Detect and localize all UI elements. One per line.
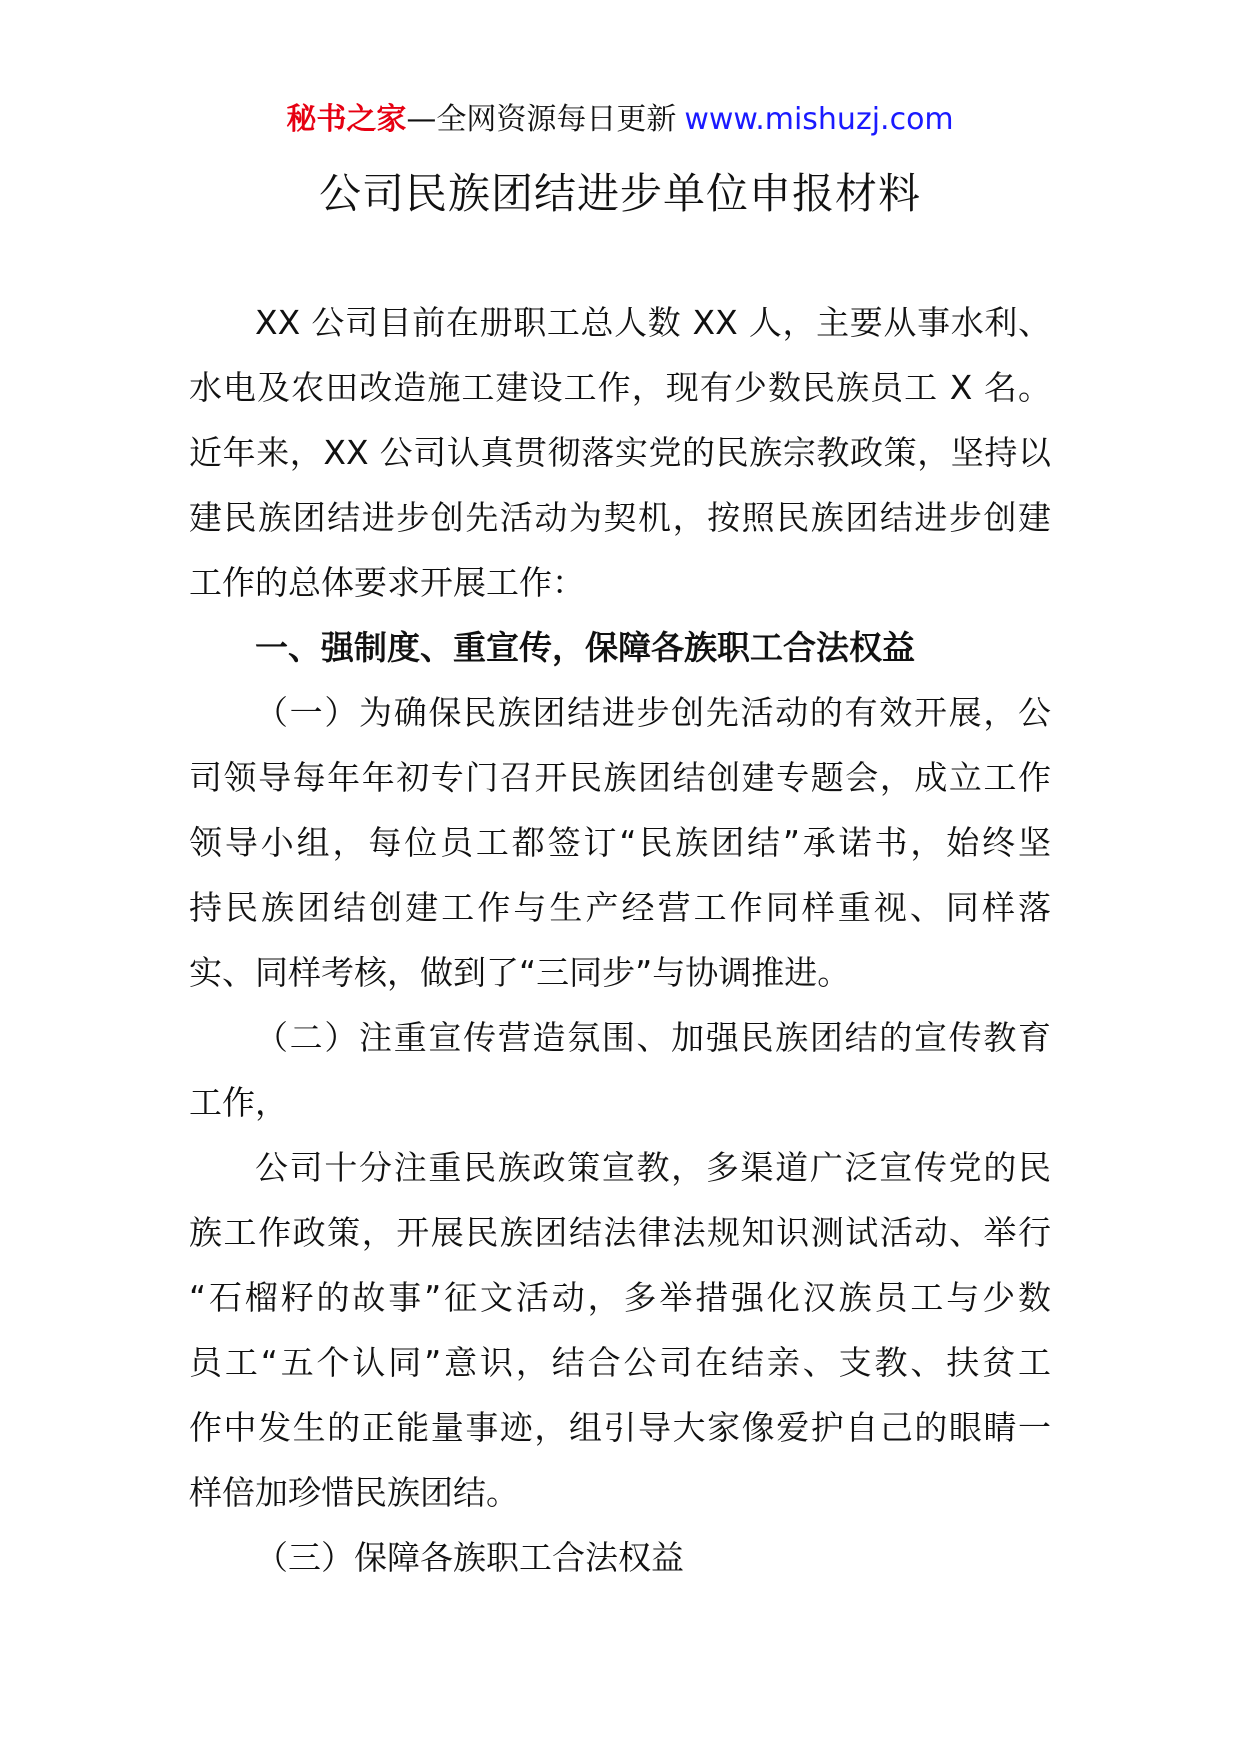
subsection-heading: （三）保障各族职工合法权益: [255, 1538, 684, 1577]
paragraph-line: 族工作政策，开展民族团结法律法规知识测试活动、举行: [189, 1213, 1051, 1252]
paragraph-line: 员工“五个认同”意识，结合公司在结亲、支教、扶贫工: [189, 1343, 1051, 1382]
document-title: 公司民族团结进步单位申报材料: [318, 169, 921, 218]
paragraph-line: 作中发生的正能量事迹，组引导大家像爱护自己的眼睛一: [189, 1408, 1051, 1447]
paragraph-line: 持民族团结创建工作与生产经营工作同样重视、同样落: [189, 888, 1051, 927]
section-heading: 一、强制度、重宣传，保障各族职工合法权益: [255, 628, 915, 667]
brand-name: 秘书之家: [286, 102, 407, 137]
site-url-link[interactable]: www.mishuzj.com: [684, 102, 954, 137]
paragraph-line: 样倍加珍惜民族团结。: [189, 1473, 519, 1512]
paragraph-line: 工作，: [189, 1083, 288, 1122]
site-tagline: —全网资源每日更新: [406, 102, 677, 137]
paragraph-line: 实、同样考核，做到了“三同步”与协调推进。: [189, 953, 851, 992]
paragraph-line: “石榴籽的故事”征文活动，多举措强化汉族员工与少数: [189, 1278, 1051, 1317]
paragraph-line: （二）注重宣传营造氛围、加强民族团结的宣传教育: [255, 1018, 1051, 1057]
paragraph-line: XX 公司目前在册职工总人数 XX 人，主要从事水利、: [255, 303, 1051, 342]
paragraph-line: 领导小组，每位员工都签订“民族团结”承诺书，始终坚: [189, 823, 1051, 862]
site-banner: [0, 98, 1240, 142]
paragraph-line: （一）为确保民族团结进步创先活动的有效开展，公: [255, 693, 1051, 732]
paragraph-line: 水电及农田改造施工建设工作，现有少数民族员工 X 名。: [189, 368, 1051, 407]
document-body: [189, 290, 1051, 1590]
paragraph-line: 司领导每年年初专门召开民族团结创建专题会，成立工作: [189, 758, 1051, 797]
paragraph-line: 公司十分注重民族政策宣教，多渠道广泛宣传党的民: [255, 1148, 1051, 1187]
paragraph-line: 建民族团结进步创先活动为契机，按照民族团结进步创建: [189, 498, 1051, 537]
paragraph-line: 工作的总体要求开展工作：: [189, 563, 585, 602]
paragraph-line: 近年来，XX 公司认真贯彻落实党的民族宗教政策，坚持以: [189, 433, 1051, 472]
